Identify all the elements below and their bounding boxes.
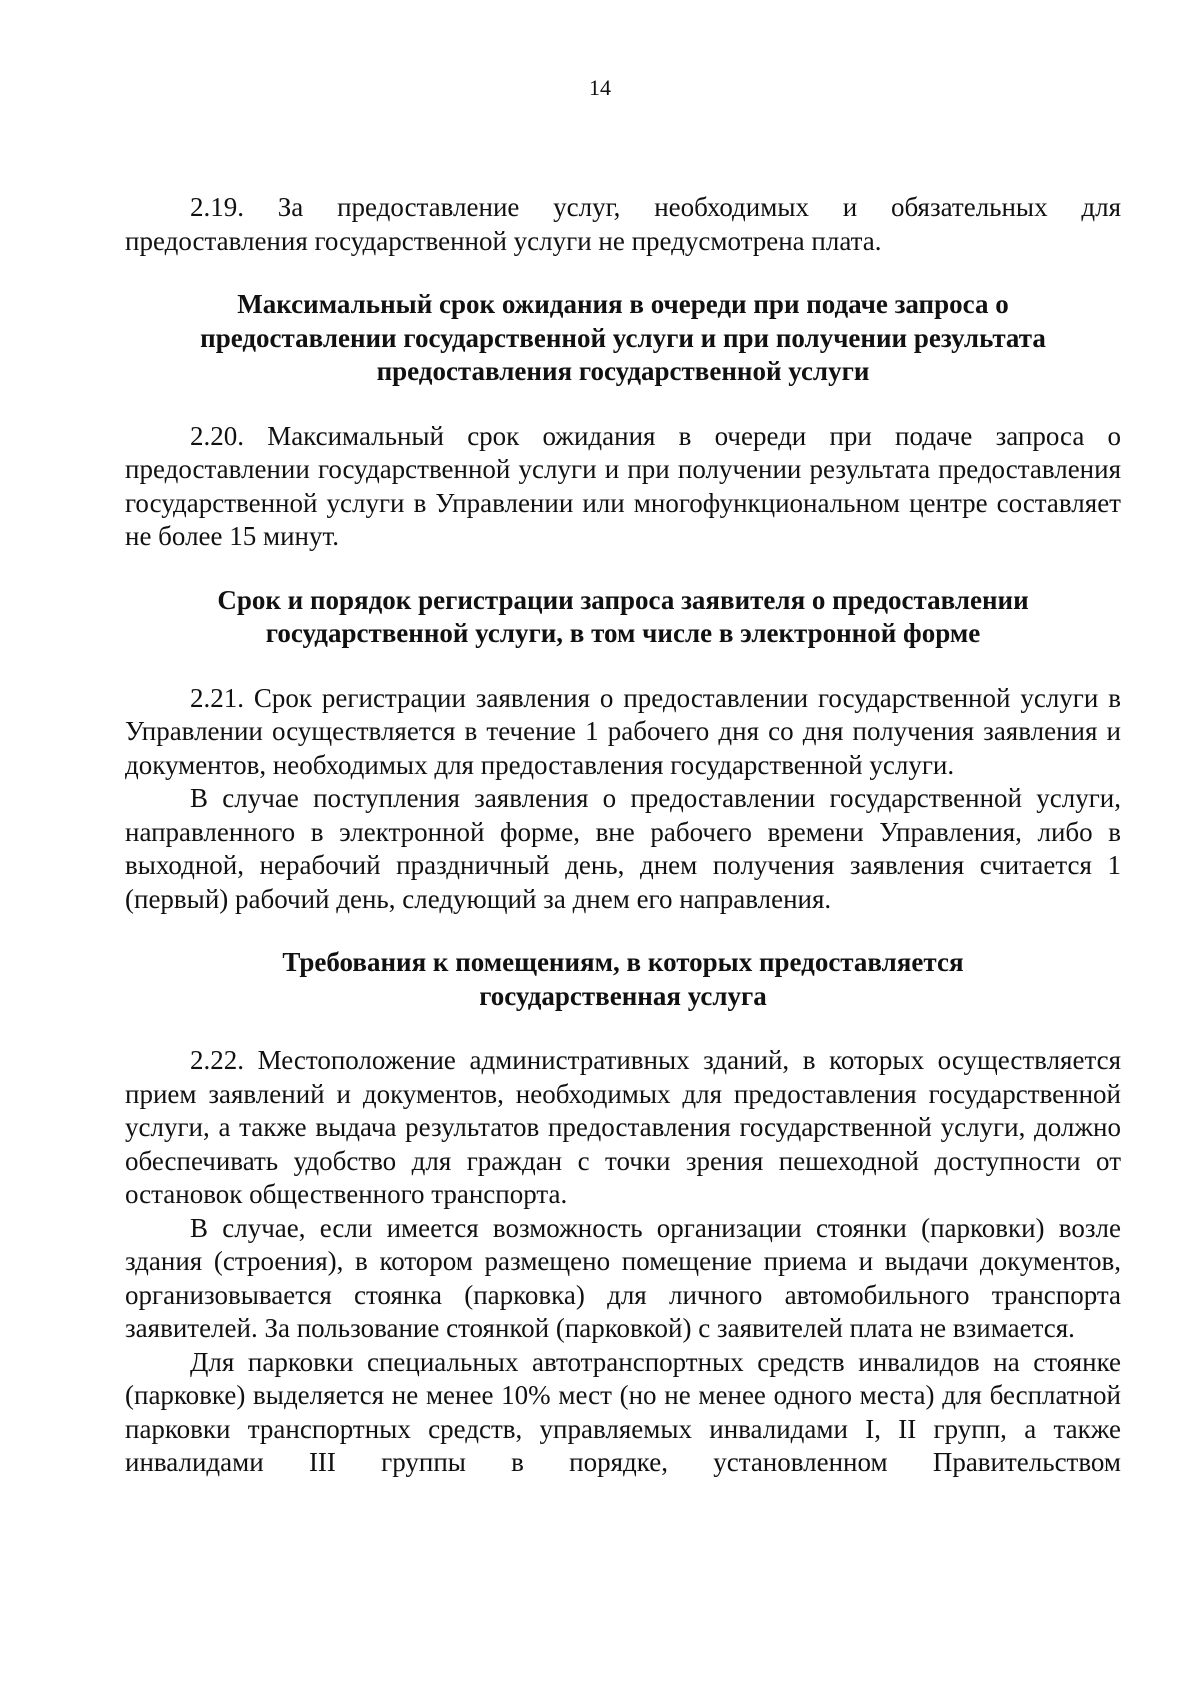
heading-registration-term: Срок и порядок регистрации запроса заявителя о предоставлении государственной услуги, в том числе в электронной форме	[217, 584, 1029, 648]
heading-premises-requirements: Требования к помещениям, в которых предоставляется государственная услуга	[282, 947, 964, 1011]
document-body	[125, 191, 1121, 1480]
paragraph-2-20: 2.20. Максимальный срок ожидания в очереди при подаче запроса о предоставлении государственной услуги и при получении результата предоставления государственной услуги в Управлении или многофункциональном центре составляет не более 15 минут.	[125, 420, 1121, 551]
paragraph-electronic-submission: В случае поступления заявления о предоставлении государственной услуги, направленного в электронной форме, вне рабочего времени Управления, либо в выходной, нерабочий праздничный день, днем получения заявления считается 1 (первый) рабочий день, следующий за днем его направления.	[125, 783, 1121, 914]
paragraph-2-21: 2.21. Срок регистрации заявления о предоставлении государственной услуги в Управлении осуществляется в течение 1 рабочего дня со дня получения заявления и документов, необходимых для предоставления государственной услуги.	[125, 682, 1121, 780]
paragraph-disabled-parking: Для парковки специальных автотранспортных средств инвалидов на стоянке (парковке) выделяется не менее 10% мест (но не менее одного места) для бесплатной парковки транспортных средств, управляемых инвалидами I, II групп, а также инвалидами III группы в порядке, установленном Правительством	[125, 1346, 1121, 1477]
paragraph-2-19: 2.19. За предоставление услуг, необходимых и обязательных для предоставления государственной услуги не предусмотрена плата.	[125, 192, 1121, 256]
paragraph-parking: В случае, если имеется возможность организации стоянки (парковки) возле здания (строения), в котором размещено помещение приема и выдачи документов, организовывается стоянка (парковка) для личного автомобильного транспорта заявителей. За пользование стоянкой (парковкой) с заявителей плата не взимается.	[125, 1212, 1121, 1343]
heading-max-waiting-time: Максимальный срок ожидания в очереди при подаче запроса о предоставлении государственной услуги и при получении результата предоставления государственной услуги	[200, 289, 1046, 386]
paragraph-2-22: 2.22. Местоположение административных зданий, в которых осуществляется прием заявлений и документов, необходимых для предоставления государственной услуги, а также выдача результатов предоставления государственной услуги, должно обеспечивать удобство для граждан с точки зрения пешеходной доступности от остановок общественного транспорта.	[125, 1045, 1121, 1209]
page-number: 14	[589, 75, 611, 100]
